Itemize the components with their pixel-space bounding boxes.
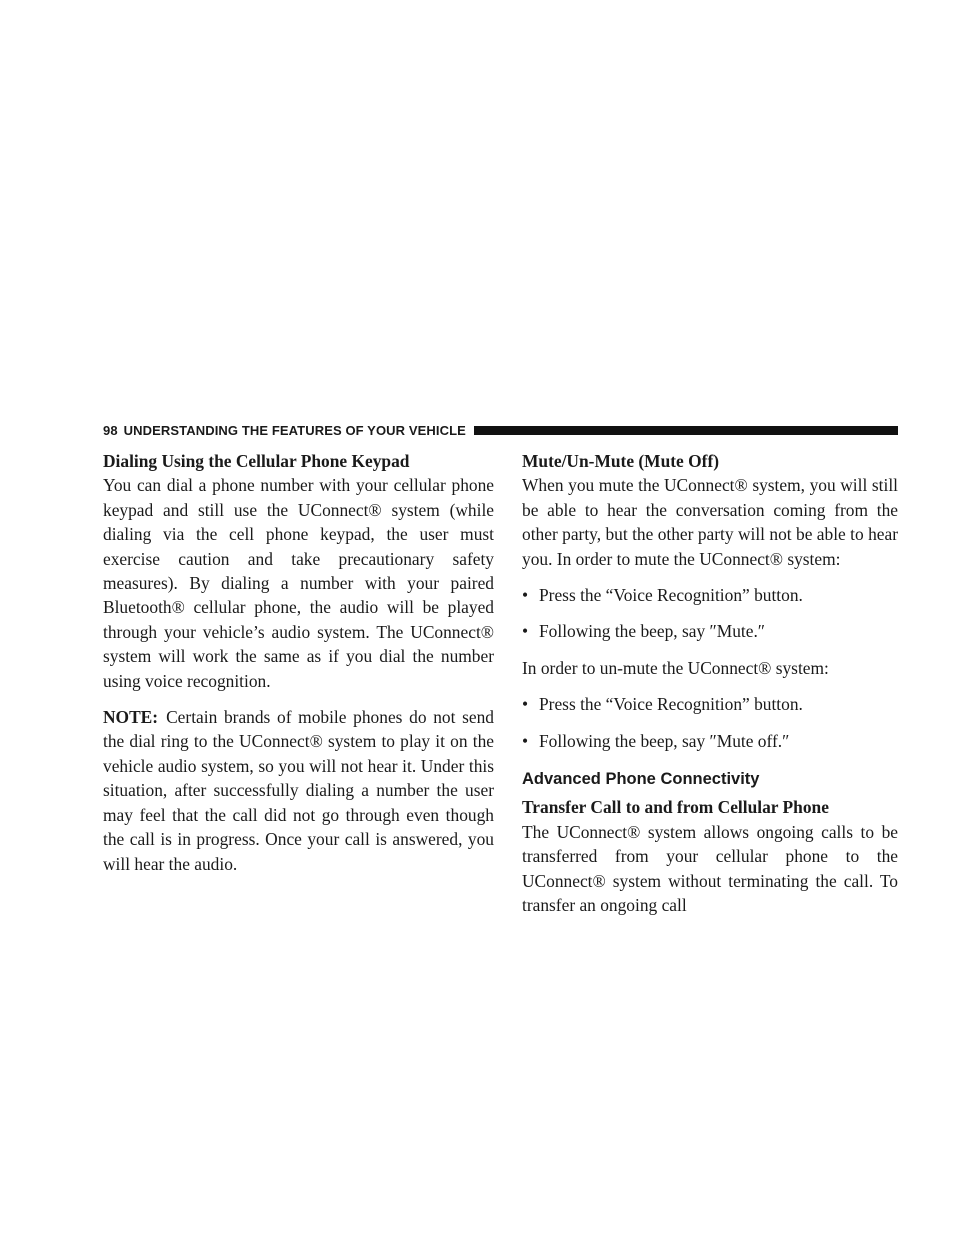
list-item: [522, 583, 898, 607]
paragraph-transfer-call: The UConnect® system allows ongoing calls to be transferred from your cellular phone to the UConnect® system without terminating the call. To transfer an ongoing call: [522, 821, 898, 916]
note-label: NOTE:: [103, 707, 159, 728]
page-header: [103, 419, 898, 441]
section-title: UNDERSTANDING THE FEATURES OF YOUR VEHICLE: [123, 422, 466, 438]
bullet-glyph: •: [522, 621, 529, 642]
paragraph-unmute-intro: In order to un-mute the UConnect® system:: [522, 657, 829, 678]
paragraph-dialing-keypad: You can dial a phone number with your cellular phone keypad and still use the UConnect® system (while dialing via the cell phone keypad, the user must exercise caution and take precautionary safety measures). By dialing a number with your paired Bluetooth® cellular phone, the audio will be played through your vehicle’s audio system. The UConnect® system will work the same as if you dial the number using voice recognition.: [103, 475, 494, 691]
bullet-text: Following the beep, say ″Mute off.″: [539, 730, 790, 751]
heading-dialing-keypad: Dialing Using the Cellular Phone Keypad: [103, 451, 410, 471]
heading-advanced-connectivity: Advanced Phone Connectivity: [522, 770, 760, 789]
header-rule: [474, 426, 898, 435]
bullet-text: Press the “Voice Recognition” button.: [539, 585, 803, 606]
bullet-glyph: •: [522, 730, 529, 751]
page-number: 98: [103, 422, 118, 438]
bullet-text: Press the “Voice Recognition” button.: [539, 694, 803, 715]
bullet-glyph: •: [522, 694, 529, 715]
list-item: [522, 729, 898, 753]
list-item: [522, 692, 898, 716]
bullet-text: Following the beep, say ″Mute.″: [539, 621, 766, 642]
note-text: Certain brands of mobile phones do not send the dial ring to the UConnect® system to play it on the vehicle audio system, so you will not hear it. Under this situation, after successfully dialing a number the user may feel that the call did not go through even though the call is in progress. Once your call is answered, you will hear the audio.: [103, 707, 494, 874]
heading-transfer-call: Transfer Call to and from Cellular Phone: [522, 797, 829, 818]
paragraph-mute-intro: When you mute the UConnect® system, you will still be able to hear the conversation coming from the other party, but the other party will not be able to hear you. In order to mute the UConnect® system:: [522, 475, 898, 569]
list-item: [522, 619, 898, 643]
note-paragraph: [103, 705, 494, 876]
left-column: [103, 449, 494, 876]
heading-mute: Mute/Un-Mute (Mute Off): [522, 451, 720, 471]
right-column: [522, 449, 898, 918]
bullet-glyph: •: [522, 585, 529, 606]
